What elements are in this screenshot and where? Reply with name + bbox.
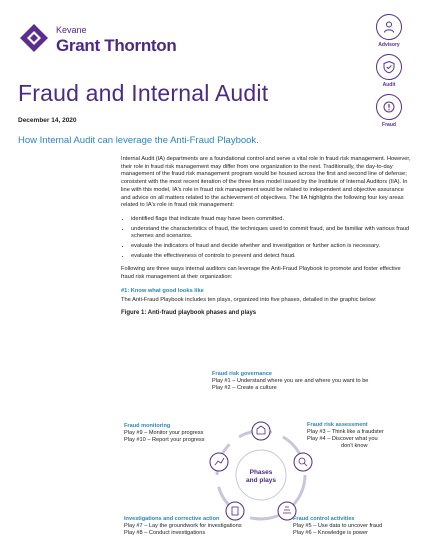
audit-shield-check-icon <box>376 54 402 80</box>
assessment-node <box>294 453 312 471</box>
three-ways-paragraph: Following are three ways internal auditors can leverage the Anti-Fraud Playbook to promote and foster effective fraud risk management at their organization: <box>121 266 401 281</box>
side-item-advisory[interactable] <box>368 14 410 48</box>
key-areas-list <box>121 216 413 261</box>
page-title: Fraud and Internal Audit <box>18 80 269 106</box>
intro-paragraph: Internal Audit (IA) departments are a foundational control and serve a vital role in fraud risk management. However, their role in fraud risk management may differ from one organization to the next. Traditionally, the day-to-day management of the fraud risk management program would be housed across the first and second line of defense; consistent with the most recent iteration of the three lines model issued by the Institute of Internal Auditors (IIA). In line with this model, IA's role in fraud risk management would be related to independent and objective assurance and advice on all matters related to the achievement of objectives. The IIA highlights the following four key areas related to IA's role in fraud risk management: <box>121 156 411 209</box>
side-item-audit[interactable] <box>368 54 410 88</box>
fraud-alert-icon <box>376 94 402 120</box>
center-label-line1: Phases <box>249 469 273 476</box>
phase-play: Play #2 – Create a culture <box>212 385 277 391</box>
phase-play: don't know <box>341 443 368 449</box>
phase-title: Fraud risk governance <box>212 371 272 377</box>
phase-play: Play #3 – Think like a fraudster <box>307 429 384 435</box>
phase-play: Play #1 – Understand where you are and where you want to be <box>212 378 369 384</box>
phase-play: Play #9 – Monitor your progress <box>124 430 204 436</box>
phase-play: Play #7 – Lay the groundwork for investigations <box>124 523 242 529</box>
list-item: • evaluate the effectiveness of controls to prevent and detect fraud. <box>131 253 413 261</box>
phase-monitoring <box>124 423 205 444</box>
logo-company-name: Grant Thornton <box>56 36 177 55</box>
phase-title: Fraud monitoring <box>124 423 171 429</box>
list-item: • evaluate the indicators of fraud and decide whether and investigation or further action is necessary. <box>131 243 413 251</box>
governance-node <box>252 422 270 440</box>
list-item: • understand the characteristics of fraud, the techniques used to commit fraud, and be familiar with various fraud schemes and scenarios. <box>131 226 413 241</box>
monitoring-node <box>210 453 228 471</box>
phase-investigations <box>124 516 242 537</box>
grant-thornton-logo-mark-icon <box>18 22 50 54</box>
phase-assessment <box>307 422 384 450</box>
side-item-fraud[interactable] <box>368 94 410 128</box>
section-text: The Anti-Fraud Playbook includes ten plays, organized into five phases, detailed in the graphic below: <box>121 296 377 303</box>
center-label-line2: and plays <box>246 477 276 484</box>
side-item-label: Advisory <box>378 42 400 48</box>
phase-governance <box>212 371 368 392</box>
side-item-label: Audit <box>382 82 396 88</box>
phase-title: Fraud risk assessment <box>307 422 368 428</box>
list-item: • identified flags that indicate fraud may have been committed. <box>131 216 413 224</box>
phase-title: Investigations and corrective action <box>124 516 220 522</box>
phase-play: Play #4 – Discover what you <box>307 436 378 442</box>
grant-thornton-logo[interactable] <box>18 22 177 58</box>
section-heading: #1: Know what good looks like <box>121 287 204 294</box>
phase-play: Play #10 – Report your progress <box>124 437 205 443</box>
logo-kevane-text: Kevane <box>56 25 87 35</box>
playbook-figure <box>121 368 413 548</box>
phase-play: Play #5 – Use data to uncover fraud <box>293 523 383 529</box>
side-item-label: Fraud <box>382 122 396 128</box>
phase-play: Play #6 – Knowledge is power <box>293 530 368 536</box>
phase-title: Fraud control activities <box>293 516 355 522</box>
page-subtitle: How Internal Audit can leverage the Anti-Fraud Playbook. <box>18 135 259 146</box>
figure-title: Figure 1: Anti-fraud playbook phases and plays <box>121 310 257 317</box>
advisory-person-icon <box>376 14 402 40</box>
side-navigation <box>368 14 410 134</box>
article-body <box>121 156 413 324</box>
phase-play: Play #8 – Conduct investigations <box>124 530 206 536</box>
phase-control <box>293 516 382 537</box>
publish-date: December 14, 2020 <box>18 117 77 124</box>
